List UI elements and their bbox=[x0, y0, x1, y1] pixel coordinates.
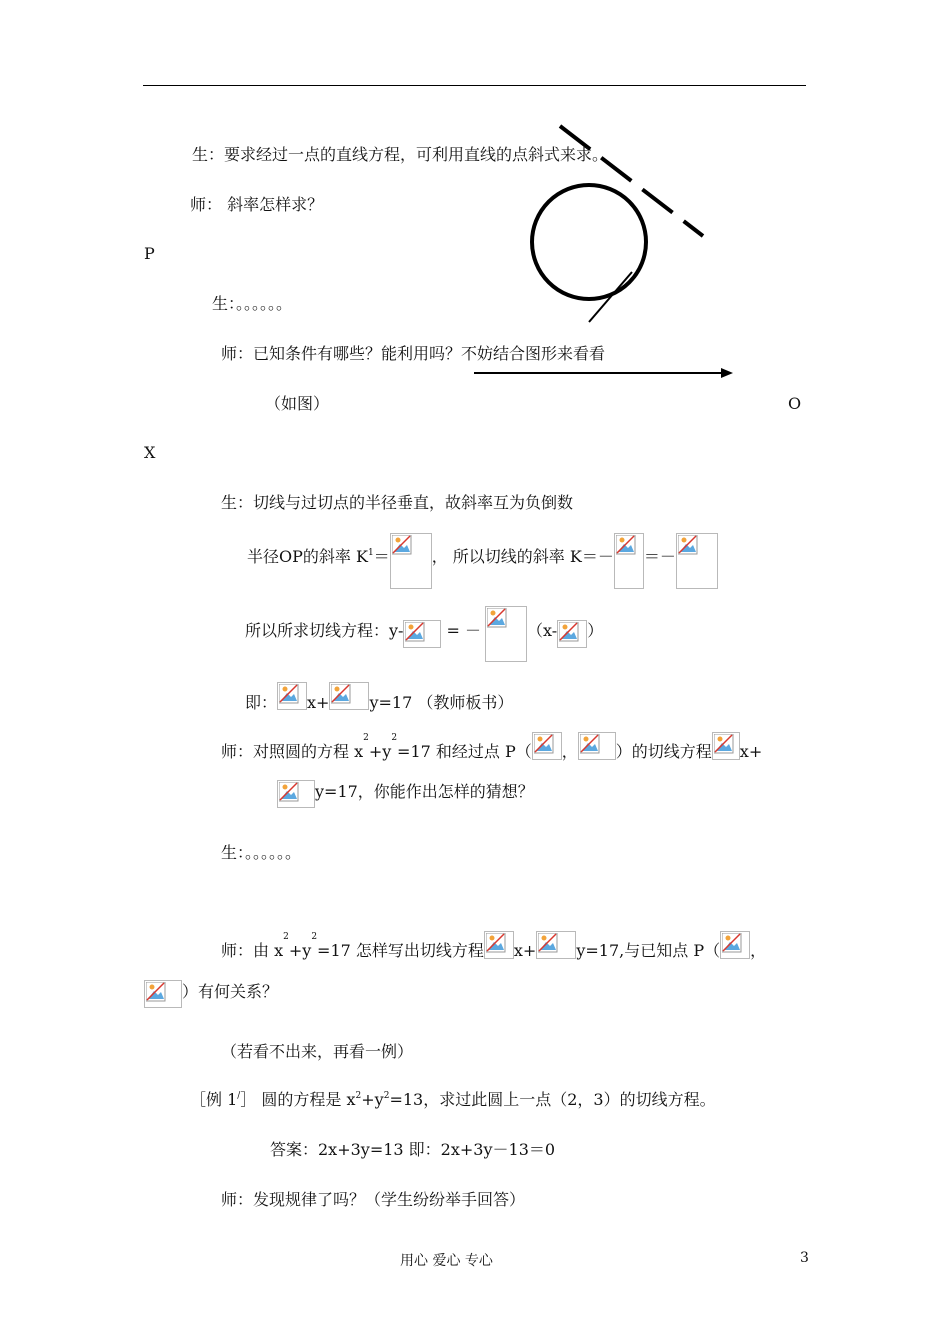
text-compare-2: +y bbox=[368, 742, 392, 761]
formula-image-placeholder bbox=[614, 533, 644, 589]
formula-image-placeholder bbox=[532, 732, 562, 760]
line-student-point-slope: 生：要求经过一点的直线方程，可利用直线的点斜式来求。 bbox=[192, 145, 609, 164]
text-example-2: ］ 圆的方程是 x bbox=[240, 1090, 356, 1109]
line-teacher-compare bbox=[221, 732, 762, 760]
text-tangent-eq-label: 所以所求切线方程：y- bbox=[245, 621, 404, 640]
text-example-3: +y bbox=[361, 1090, 384, 1109]
line-answer: 答案：2x+3y=13 即：2x+3y－13＝0 bbox=[270, 1140, 556, 1159]
text-derive-2: +y bbox=[288, 941, 312, 960]
line-teacher-conditions: 师：已知条件有哪些？能利用吗？不妨结合图形来看看 bbox=[221, 344, 606, 363]
text-derive-1: 师：由 x bbox=[221, 941, 284, 960]
text-eq-neg: = － bbox=[441, 621, 482, 640]
text-equals-neg: ＝－ bbox=[643, 547, 676, 566]
broken-image-icon bbox=[678, 535, 698, 555]
formula-image-placeholder bbox=[277, 780, 315, 808]
text-guess: y=17，你能作出怎样的猜想？ bbox=[315, 782, 534, 801]
dashed-tangent-line bbox=[560, 126, 703, 236]
text-radius-slope: 半径OP的斜率 K bbox=[247, 547, 368, 566]
text-derive-4: x+ bbox=[513, 941, 537, 960]
sup-square-3: 2 bbox=[283, 932, 289, 942]
sup-square-5: 2 bbox=[355, 1091, 362, 1101]
line-teacher-slope-question: 师： 斜率怎样求？ bbox=[190, 195, 324, 214]
text-derive-5: y=17,与已知点 P（ bbox=[576, 941, 721, 960]
sup-square-4: 2 bbox=[311, 932, 318, 942]
text-tangent-slope: ， 所以切线的斜率 K＝－ bbox=[431, 547, 614, 566]
sup-square-1: 2 bbox=[363, 733, 369, 743]
formula-image-placeholder bbox=[144, 980, 182, 1008]
text-compare-comma: ， bbox=[561, 742, 578, 761]
text-relation: ）有何关系？ bbox=[182, 982, 279, 1001]
label-axis-x: X bbox=[144, 443, 156, 462]
text-close-paren: ） bbox=[587, 621, 604, 640]
text-equals: ＝ bbox=[373, 547, 390, 566]
broken-image-icon bbox=[486, 933, 506, 953]
formula-image-placeholder bbox=[485, 606, 527, 662]
text-compare-3: =17 和经过点 P（ bbox=[397, 742, 532, 761]
broken-image-icon bbox=[534, 734, 554, 754]
line-teacher-pattern: 师：发现规律了吗？（学生纷纷举手回答） bbox=[221, 1190, 526, 1209]
text-x-plus: x+ bbox=[307, 693, 330, 712]
broken-image-icon bbox=[538, 933, 558, 953]
broken-image-icon bbox=[146, 982, 166, 1002]
line-slope-op bbox=[247, 533, 718, 589]
footer-motto: 用心 爱心 专心 bbox=[400, 1253, 493, 1269]
text-example-label: ［例 1 bbox=[190, 1090, 238, 1109]
formula-image-placeholder bbox=[720, 931, 750, 959]
page-number: 3 bbox=[800, 1250, 809, 1266]
formula-image-placeholder bbox=[329, 682, 369, 710]
label-point-p: P bbox=[144, 244, 155, 263]
broken-image-icon bbox=[405, 622, 425, 642]
circle-shape bbox=[532, 185, 646, 299]
broken-image-icon bbox=[279, 782, 299, 802]
line-student-dots-1: 生：。。。。。。 bbox=[212, 294, 293, 313]
text-x-minus: （x- bbox=[527, 621, 558, 640]
line-relation bbox=[144, 980, 278, 1008]
sup-k1: 1 bbox=[367, 548, 374, 558]
x-axis-arrowhead bbox=[721, 368, 733, 378]
formula-image-placeholder bbox=[676, 533, 718, 589]
label-origin-o: O bbox=[788, 394, 802, 413]
line-student-perpendicular: 生：切线与过切点的半径垂直，故斜率互为负倒数 bbox=[221, 493, 574, 512]
tangent-figure bbox=[0, 0, 950, 450]
formula-image-placeholder bbox=[557, 620, 587, 648]
formula-image-placeholder bbox=[484, 931, 514, 959]
sup-square-6: 2 bbox=[383, 1091, 390, 1101]
text-compare-5: x+ bbox=[739, 742, 763, 761]
sup-square-2: 2 bbox=[391, 733, 398, 743]
formula-image-placeholder bbox=[712, 732, 740, 760]
line-tangent-equation bbox=[245, 606, 603, 662]
broken-image-icon bbox=[559, 622, 579, 642]
broken-image-icon bbox=[580, 734, 600, 754]
formula-image-placeholder bbox=[277, 682, 307, 710]
broken-image-icon bbox=[714, 734, 734, 754]
sup-prime: / bbox=[237, 1091, 241, 1101]
formula-image-placeholder bbox=[578, 732, 616, 760]
text-derive-comma: ， bbox=[750, 941, 767, 960]
line-see-figure: （如图） bbox=[265, 394, 330, 413]
broken-image-icon bbox=[722, 933, 742, 953]
text-compare-4: ）的切线方程 bbox=[615, 742, 712, 761]
text-derive-3: =17 怎样写出切线方程 bbox=[317, 941, 484, 960]
broken-image-icon bbox=[279, 684, 299, 704]
line-example-1 bbox=[190, 1090, 716, 1113]
broken-image-icon bbox=[487, 608, 507, 628]
broken-image-icon bbox=[616, 535, 636, 555]
line-teacher-derive bbox=[221, 931, 766, 959]
line-another-example: （若看不出来，再看一例） bbox=[221, 1042, 414, 1061]
broken-image-icon bbox=[392, 535, 412, 555]
broken-image-icon bbox=[331, 684, 351, 704]
text-compare-1: 师：对照圆的方程 x bbox=[221, 742, 364, 761]
formula-image-placeholder bbox=[403, 620, 441, 648]
line-student-dots-2: 生：。。。。。。 bbox=[221, 843, 302, 862]
line-result-equation bbox=[245, 682, 513, 710]
formula-image-placeholder bbox=[390, 533, 432, 589]
text-y17-board: y=17 （教师板书） bbox=[369, 693, 514, 712]
line-guess bbox=[277, 780, 534, 808]
text-ji: 即： bbox=[245, 693, 278, 712]
text-example-4: =13，求过此圆上一点（2，3）的切线方程。 bbox=[389, 1090, 716, 1109]
formula-image-placeholder bbox=[536, 931, 576, 959]
